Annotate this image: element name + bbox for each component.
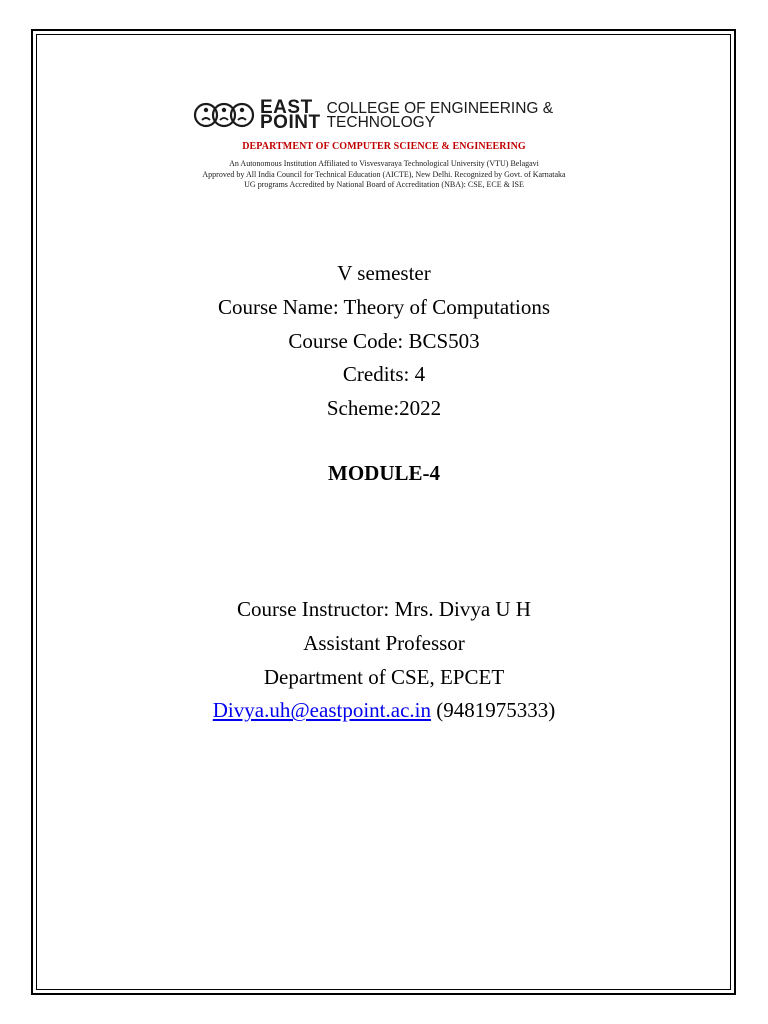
semester-text: V semester — [337, 261, 431, 285]
affiliation-line: Approved by All India Council for Technical Education (AICTE), New Delhi. Recognized by Govt. of Karnataka — [202, 169, 566, 179]
logo-east-text: EAST — [260, 97, 313, 118]
instructor-department-text: Department of CSE, EPCET — [263, 664, 505, 689]
contact-line — [0, 694, 768, 728]
instructor-designation-text: Assistant Professor — [303, 630, 465, 655]
affiliation-text — [0, 159, 768, 191]
department-title: DEPARTMENT OF COMPUTER SCIENCE & ENGINEERING — [242, 141, 526, 152]
scheme-text: Scheme:2022 — [326, 396, 442, 421]
logo-wordmark — [260, 97, 321, 133]
college-logo — [192, 98, 553, 132]
module-title: MODULE-4 — [328, 461, 440, 485]
email-link[interactable]: Divya.uh@eastpoint.ac.in — [212, 698, 431, 723]
credits-text: Credits: 4 — [342, 362, 426, 387]
course-name-text: Course Name: Theory of Computations — [217, 294, 551, 319]
east-point-logo-icon — [192, 98, 256, 132]
logo-college-line1: COLLEGE OF ENGINEERING & — [326, 99, 554, 117]
affiliation-line: UG programs Accredited by National Board of Accreditation (NBA): CSE, ECE & ISE — [244, 180, 524, 189]
phone-text: (9481975333) — [430, 698, 556, 723]
instructor-name-text: Course Instructor: Mrs. Divya U H — [237, 597, 531, 621]
instructor-details — [0, 593, 768, 728]
logo-point-text: POINT — [260, 112, 321, 133]
affiliation-line: An Autonomous Institution Affiliated to Visvesvaraya Technological University (VTU) Belagavi — [229, 159, 539, 168]
course-details — [0, 257, 768, 426]
course-code-text: Course Code: BCS503 — [288, 328, 480, 353]
logo-college-name — [326, 99, 554, 131]
logo-college-line2: TECHNOLOGY — [326, 113, 436, 131]
